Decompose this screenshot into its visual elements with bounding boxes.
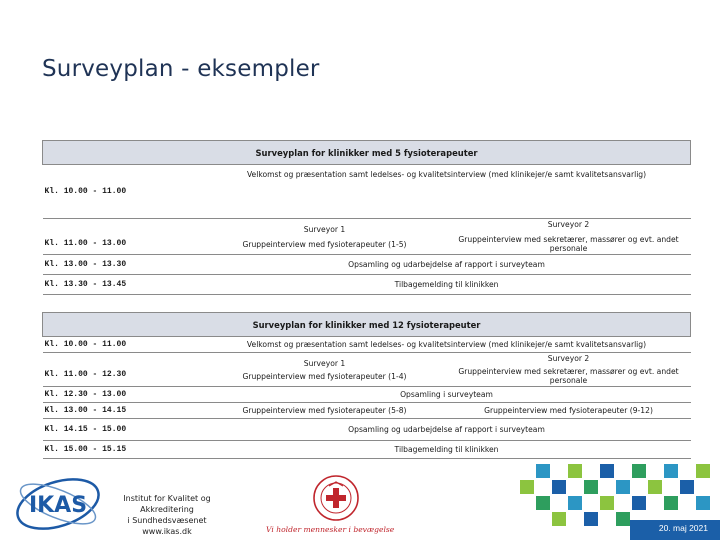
surveyor-2-cell [447, 219, 691, 255]
activity-text: Gruppeinterview med fysioterapeuter (1-4) [242, 371, 407, 381]
time-cell [43, 353, 203, 387]
time-cell: Kl. 13.00 - 13.30 [43, 255, 203, 275]
activity-cell: Opsamling og udarbejdelse af rapport i surveyteam [203, 255, 691, 275]
table-header: Surveyplan for klinikker med 12 fysioterapeuter [43, 313, 691, 337]
table-row [43, 275, 691, 295]
activity-cell: Opsamling i surveyteam [203, 387, 691, 403]
activity-cell: Tilbagemelding til klinikken [203, 275, 691, 295]
activity-text: Gruppeinterview med sekretærer, massører og evt. andet personale [458, 367, 679, 385]
time-cell: Kl. 14.15 - 15.00 [43, 419, 203, 441]
survey-plan-table-12 [42, 312, 691, 459]
time-cell: Kl. 13.30 - 13.45 [43, 275, 203, 295]
institute-url: www.ikas.dk [142, 527, 192, 536]
table-row [43, 165, 691, 219]
fysioterapeuter-crest-icon [312, 474, 360, 522]
activity-cell: Gruppeinterview med fysioterapeuter (5-8) [203, 403, 447, 419]
surveyor-1-label: Surveyor 1 [303, 224, 346, 234]
institute-name: Institut for Kvalitet og Akkreditering [123, 494, 211, 514]
survey-plan-table-5 [42, 140, 691, 295]
institute-info [114, 493, 220, 537]
activity-cell: Tilbagemelding til klinikken [203, 441, 691, 459]
table-row [43, 403, 691, 419]
slide-date: 20. maj 2021 [658, 523, 708, 533]
time-cell: Kl. 10.00 - 11.00 [43, 165, 203, 219]
page-title: Surveyplan - eksempler [42, 56, 320, 82]
time-cell: Kl. 10.00 - 11.00 [43, 337, 203, 353]
table-row [43, 419, 691, 441]
table-row [43, 255, 691, 275]
activity-cell: Velkomst og præsentation samt ledelses- og kvalitetsinterview (med klinikejer/e samt kvalitetsansvarlig) [203, 165, 691, 219]
activity-cell: Gruppeinterview med fysioterapeuter (9-12) [447, 403, 691, 419]
activity-cell: Opsamling og udarbejdelse af rapport i surveyteam [203, 419, 691, 441]
ikas-logo [10, 472, 110, 532]
table-row [43, 353, 691, 387]
table-row [43, 387, 691, 403]
time-cell: Kl. 15.00 - 15.15 [43, 441, 203, 459]
institute-name-2: i Sundhedsvæsenet [127, 516, 207, 525]
activity-text: Gruppeinterview med fysioterapeuter (1-5) [242, 239, 407, 249]
surveyor-2-label: Surveyor 2 [547, 354, 590, 363]
tagline: Vi holder mennesker i bevægelse [266, 525, 395, 534]
time-label: Kl. 11.00 - 12.30 [44, 370, 127, 379]
time-cell: Kl. 13.00 - 14.15 [43, 403, 203, 419]
time-cell [43, 219, 203, 255]
surveyor-1-cell [203, 219, 447, 255]
time-cell: Kl. 12.30 - 13.00 [43, 387, 203, 403]
table-row [43, 219, 691, 255]
surveyor-2-label: Surveyor 2 [547, 220, 590, 229]
table-header: Surveyplan for klinikker med 5 fysioterapeuter [43, 141, 691, 165]
surveyor-2-cell [447, 353, 691, 387]
surveyor-1-label: Surveyor 1 [303, 358, 346, 368]
activity-cell: Velkomst og præsentation samt ledelses- og kvalitetsinterview (med klinikejer/e samt kvalitetsansvarlig) [203, 337, 691, 353]
ikas-logo-text: IKAS [28, 493, 88, 518]
surveyor-1-cell [203, 353, 447, 387]
time-label: Kl. 11.00 - 13.00 [44, 239, 127, 248]
table-row [43, 441, 691, 459]
activity-text: Gruppeinterview med sekretærer, massører og evt. andet personale [458, 235, 679, 253]
table-row [43, 337, 691, 353]
